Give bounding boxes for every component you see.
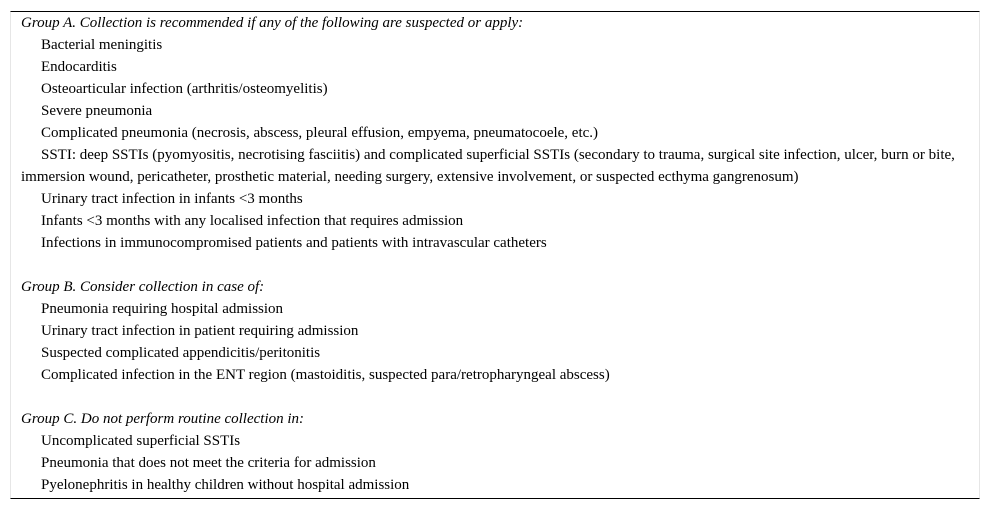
group-a-item: SSTI: deep SSTIs (pyomyositis, necrotising fasciitis) and complicated superficial SSTIs (secondary to trauma, surgical site infection, ulcer, burn or bite, immersion wound, pericatheter, prosthetic material, needing surgery, extensive involvement, or suspected ecthyma gangrenosum) [21,147,955,185]
group-a-item: Severe pneumonia [41,103,153,119]
group-b-item: Urinary tract infection in patient requiring admission [41,323,359,339]
group-a-item: Urinary tract infection in infants <3 months [41,191,303,207]
group-a-item: Complicated pneumonia (necrosis, abscess, pleural effusion, empyema, pneumatocoele, etc.) [41,125,599,141]
group-c-item: Uncomplicated superficial SSTIs [41,433,241,449]
group-a-item: Bacterial meningitis [41,37,163,53]
group-spacer [21,254,961,276]
group-a-item: Infants <3 months with any localised infection that requires admission [41,213,464,229]
group-c-item: Pneumonia that does not meet the criteria for admission [41,455,376,471]
group-a-item: Endocarditis [41,59,117,75]
group-b-item: Suspected complicated appendicitis/peritonitis [41,345,321,361]
group-b-heading: Group B. Consider collection in case of: [21,279,265,295]
group-b-item: Pneumonia requiring hospital admission [41,301,284,317]
group-b-item: Complicated infection in the ENT region (mastoiditis, suspected para/retropharyngeal abscess) [41,367,610,383]
group-a-item: Infections in immunocompromised patients and patients with intravascular catheters [41,235,547,251]
recommendations-table [10,11,980,499]
table-content [21,12,961,496]
group-c-item: Pyelonephritis in healthy children without hospital admission [41,477,410,493]
group-c-heading: Group C. Do not perform routine collection in: [21,411,305,427]
group-a-item: Osteoarticular infection (arthritis/osteomyelitis) [41,81,328,97]
group-spacer [21,386,961,408]
group-a-heading: Group A. Collection is recommended if any of the following are suspected or apply: [21,15,524,31]
